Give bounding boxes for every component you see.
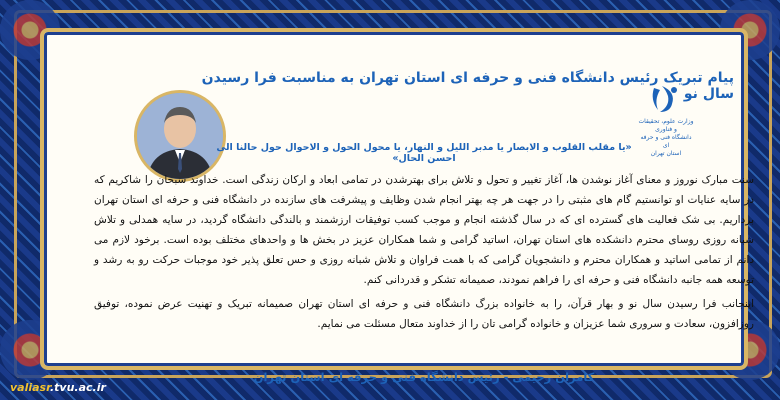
portrait-image (137, 93, 223, 179)
logo-caption (638, 118, 694, 158)
message-title: پیام تبریک رئیس دانشگاه فنی و حرفه ای استان تهران به مناسبت فرا رسیدن سال نو (201, 70, 734, 102)
message-panel-inner (54, 40, 754, 384)
site-url-prefix: valiasr (10, 381, 50, 394)
message-paragraph-2: اینجانب فرا رسیدن سال نو و بهار قرآن، را به خانواده بزرگ دانشگاه فنی و حرفه ای استان تهران صمیمانه تبریک و تهنیت عرض نموده، توفیق روزافزون، سعادت و سروری شما عزیزان و خانواده گرامی تان را از خداوند متعال مسئلت می نمایم. (94, 298, 754, 330)
logo-line-2: دانشگاه فنی و حرفه ای (640, 134, 692, 149)
site-url (10, 381, 106, 394)
signature-line: کامران رحیمی - رئیس دانشگاه فنی و حرفه ای استان تهران (253, 370, 595, 384)
message-paragraph-1: سنت مبارک نوروز و معنای آغاز نوشدن ها، آغاز تغییر و تحول و تلاش برای بهترشدن در تمامی ابعاد و ارکان زندگی است. خداوند سبحان را شاکریم که در سایه عنایات او توانستیم گام های مثبتی را در جهت هر چه بهتر انجام شدن وظایف و پیشرفت های سازنده در دانشگاه فنی و حرفه ای استان تهران برداریم. بی شک فعالیت های گسترده ای که در سال گذشته انجام و موجب کسب توفیقات ارزشمند و بالندگی دانشگاه گردید، در سایه همدلی و تلاش شبانه روزی روسای محترم دانشکده های استان تهران، اساتید گرامی و شما همکاران عزیز در بخش ها و واحدهای مختلف بوده است. برخود لازم می دانم از تمامی اساتید و همکاران محترم و دانشجویان گرامی که با همت فراوان و تلاش شبانه روزی و حس تعلق پذیر خود موجبات حرکت رو به رشد و توسعه همه جانبه دانشگاه فنی و حرفه ای را فراهم نمودند، صمیمانه تشکر و قدردانی کنم. (94, 174, 754, 286)
university-logo-icon (648, 84, 682, 116)
message-body (94, 170, 754, 338)
message-panel (40, 28, 754, 384)
logo-line-3: استان تهران (650, 150, 682, 157)
portrait-photo (134, 90, 226, 182)
logo-line-1: وزارت علوم، تحقیقات و فناوری (638, 118, 694, 133)
university-logo (638, 84, 694, 157)
site-url-suffix: .tvu.ac.ir (49, 381, 106, 394)
invocation-text: «یا مقلب القلوب و الابصار یا مدبر اللیل و النهار، یا محول الحول و الاحوال حول حالنا الی احسن الحال» (216, 142, 632, 164)
